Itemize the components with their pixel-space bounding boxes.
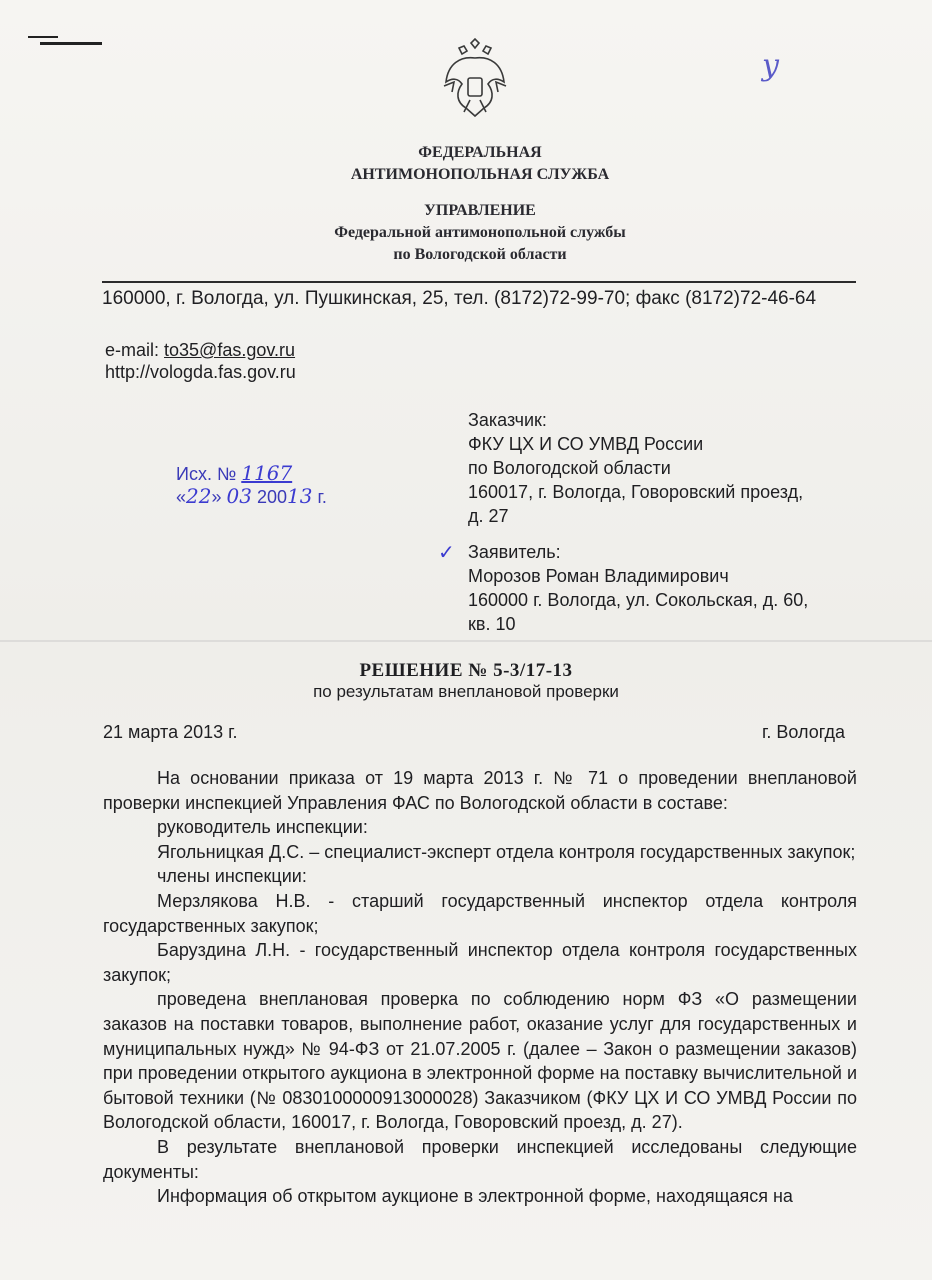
body-paragraph: Баруздина Л.Н. - государственный инспектор отдела контроля государственных закупок; [103,940,857,985]
applicant-block [468,540,808,636]
stamp-month: 03 [226,484,252,508]
handwritten-mark: у [762,48,780,83]
customer-line: по Вологодской области [468,458,671,478]
body-paragraph: Ягольницкая Д.С. – специалист-эксперт отдела контроля государственных закупок; [157,841,856,862]
email-link[interactable]: to35@fas.gov.ru [164,340,296,360]
org-line: ФЕДЕРАЛЬНАЯ [418,144,542,161]
customer-block [468,408,803,528]
body-paragraph: члены инспекции: [157,866,307,887]
dept-line: по Вологодской области [393,246,567,263]
stamp-year-prefix: 200 [256,487,287,507]
body-paragraph: На основании приказа от 19 марта 2013 г. № 71 о проведении внеплановой проверки инспекцией Управления ФАС по Вологодской области в составе: [103,768,857,813]
pen-mark [40,42,102,45]
applicant-line: 160000 г. Вологда, ул. Сокольская, д. 60, [468,590,809,610]
body-paragraph: проведена внеплановая проверка по соблюдению норм ФЗ «О размещении заказов на поставки товаров, выполнение работ, оказание услуг для государственных и муниципальных нужд» № 94-ФЗ от 21.07.2005 г. (далее – Закон о размещении заказов) при проведении открытого аукциона в электронной форме на поставку вычислительной и бытовой техники (№ 0830100000913000028) Заказчиком (ФКУ ЦХ И СО УМВД России по Вологодской области, 160017, г. Вологда, Говоровский проезд, д. 27). [103,989,857,1133]
document-body [103,766,857,1209]
body-paragraph: руководитель инспекции: [157,817,368,838]
decision-city: г. Вологда [762,722,845,742]
stamp-number: 1167 [241,461,293,485]
email-line [105,340,295,361]
org-line: АНТИМОНОПОЛЬНАЯ СЛУЖБА [350,166,610,183]
dept-line: УПРАВЛЕНИЕ [424,202,536,219]
stamp-day: 22 [186,484,212,508]
body-paragraph: Мерзлякова Н.В. - старший государственный инспектор отдела контроля государственных закупок; [103,890,857,936]
header-rule [102,281,856,283]
body-paragraph: Информация об открытом аукционе в электронной форме, находящаяся на [157,1186,793,1207]
outgoing-number-stamp: Исх. № 1167 «22» 03 20013 г. [176,461,327,508]
customer-line: ФКУ ЦХ И СО УМВД России [468,434,704,454]
customer-line: д. 27 [468,506,509,526]
body-paragraph: В результате внеплановой проверки инспекцией исследованы следующие документы: [103,1136,857,1182]
department-name [200,200,760,266]
applicant-line: Морозов Роман Владимирович [468,566,729,586]
organization-name [200,142,760,186]
customer-line: 160017, г. Вологда, Говоровский проезд, [468,482,804,502]
dept-line: Федеральной антимонопольной службы [334,224,626,241]
applicant-line: кв. 10 [468,614,516,634]
coat-of-arms-icon [440,38,510,130]
pen-mark [28,36,58,38]
decision-date: 21 марта 2013 г. [103,722,238,742]
fold-line [0,640,932,642]
sender-address: 160000, г. Вологда, ул. Пушкинская, 25, тел. (8172)72-99-70; факс (8172)72-46-64 [102,288,817,309]
stamp-year-suffix: 13 [287,484,313,508]
check-mark-icon: ✓ [438,542,455,564]
stamp-label: Исх. № [176,464,237,484]
website-link[interactable]: http://vologda.fas.gov.ru [105,362,296,382]
decision-subtitle: по результатам внеплановой проверки [313,682,619,701]
email-label: e-mail: [105,340,165,360]
decision-title: РЕШЕНИЕ № 5-3/17-13 [359,660,573,681]
customer-label: Заказчик: [468,410,547,430]
applicant-label: Заявитель: [468,542,561,562]
